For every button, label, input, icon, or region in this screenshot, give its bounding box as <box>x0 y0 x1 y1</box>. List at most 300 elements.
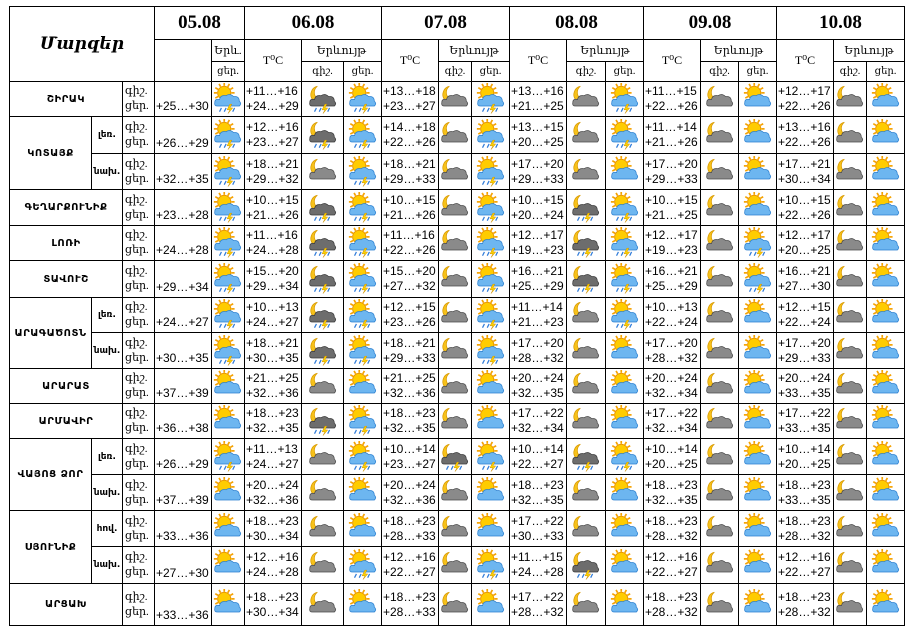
day-weather-icon <box>870 589 902 621</box>
region-name: ԱՐԱԳԱԾՈՏՆ <box>10 298 92 369</box>
day-weather-icon <box>870 405 902 437</box>
temperature-day: +32…+35 <box>246 421 299 435</box>
temperature-day: +24…+28 <box>246 565 299 579</box>
weather-header: Երևույթ <box>439 40 510 62</box>
night-weather-icon <box>302 369 344 404</box>
time-labels <box>123 190 155 226</box>
day-weather-icon <box>870 83 902 115</box>
temperature-range <box>644 369 701 404</box>
night-weather-icon <box>701 226 739 261</box>
night-label: գիշ. <box>125 372 148 384</box>
temperature-range <box>644 298 701 333</box>
temperature-day: +29…+33 <box>511 171 564 186</box>
day-label: ցեր. <box>125 316 149 328</box>
temperature-night: +18…+23 <box>246 589 299 604</box>
day-weather-icon <box>609 549 641 581</box>
night-weather-icon <box>439 119 471 151</box>
time-labels <box>123 298 155 333</box>
day-weather-icon <box>344 511 382 547</box>
temperature-night: +16…+21 <box>778 264 831 278</box>
day-weather-icon <box>606 261 644 298</box>
night-label: գիշ. <box>125 407 148 419</box>
time-labels <box>123 404 155 439</box>
night-weather-icon <box>302 475 344 511</box>
temperature-night: +11…+14 <box>511 300 563 314</box>
night-weather-icon <box>570 227 602 259</box>
temperature-night: +18…+23 <box>383 406 436 420</box>
day-weather-icon <box>742 119 774 151</box>
temperature-range <box>382 475 439 511</box>
temperature-range <box>510 154 567 190</box>
temperature-range <box>245 369 302 404</box>
temperature-night: +18…+23 <box>645 589 698 604</box>
day-label: ցեր. <box>125 100 149 112</box>
day-weather-icon <box>475 549 507 581</box>
temperature-range <box>382 190 439 226</box>
night-weather-icon <box>439 584 472 626</box>
date-header: 08.08 <box>510 7 644 40</box>
weather-icon <box>212 226 245 261</box>
weather-icon <box>212 439 245 475</box>
temperature-day: +22…+26 <box>383 135 436 149</box>
temperature-day: +23…+27 <box>383 99 436 113</box>
day-weather-icon <box>867 511 905 547</box>
day-weather-icon <box>870 263 902 295</box>
temperature-day: +32…+36 <box>383 492 436 507</box>
night-weather-icon <box>307 513 339 545</box>
region-row <box>10 404 905 439</box>
day-weather-icon <box>867 369 905 404</box>
day-weather-icon <box>347 405 379 437</box>
date-header: 07.08 <box>382 7 510 40</box>
date-header: 09.08 <box>644 7 777 40</box>
night-weather-icon <box>307 119 339 151</box>
day-weather-icon <box>472 117 510 154</box>
day-weather-icon <box>475 405 507 437</box>
day-weather-icon <box>870 513 902 545</box>
weather-icon <box>212 261 245 298</box>
temperature-night: +18…+23 <box>511 477 564 492</box>
night-weather-icon <box>302 261 344 298</box>
night-weather-icon <box>307 83 339 115</box>
temperature-range <box>382 226 439 261</box>
day-weather-icon <box>347 477 379 509</box>
temperature-day: +32…+35 <box>383 421 436 435</box>
temperature-night: +10…+15 <box>383 192 436 207</box>
temperature-day: +21…+25 <box>511 99 564 113</box>
temperature-night: +20…+24 <box>511 371 564 385</box>
day-weather-icon <box>472 439 510 475</box>
temperature-night: +10…+13 <box>645 300 698 314</box>
forecast-container <box>9 6 905 626</box>
day-weather-icon <box>870 477 902 509</box>
day-weather-icon <box>739 584 777 626</box>
temperature-night: +17…+22 <box>511 513 564 528</box>
subregion-name: նախ. <box>92 475 123 511</box>
temperature-day: +32…+36 <box>246 386 299 400</box>
temperature-night: +15…+20 <box>383 264 436 278</box>
temperature-range <box>644 439 701 475</box>
night-weather-icon <box>834 511 867 547</box>
temperature-night: +18…+23 <box>645 477 698 492</box>
day-weather-icon <box>870 192 902 224</box>
night-weather-icon <box>701 190 739 226</box>
temperature-night: +12…+15 <box>383 300 436 314</box>
subregion-name: նախ. <box>92 154 123 190</box>
temperature-header: T⁰C <box>245 40 302 82</box>
subregion-name: լեռ. <box>92 117 123 154</box>
day-weather-icon <box>472 404 510 439</box>
temperature-range <box>245 475 302 511</box>
temperature-night: +18…+23 <box>778 513 831 528</box>
temperature-night: +11…+15 <box>645 84 697 98</box>
temperature-range <box>245 584 302 626</box>
temperature-range <box>777 190 834 226</box>
region-row <box>10 439 905 475</box>
night-weather-icon <box>307 549 339 581</box>
day-weather-icon <box>344 117 382 154</box>
temperature-day: +20…+25 <box>778 456 831 471</box>
day-weather-icon <box>344 369 382 404</box>
temperature-day: +30…+34 <box>778 171 831 186</box>
night-weather-icon <box>834 369 867 404</box>
temperature-day: +22…+24 <box>778 315 831 329</box>
day-weather-icon <box>606 226 644 261</box>
temperature-night: +20…+24 <box>778 371 831 385</box>
night-weather-icon <box>834 589 866 621</box>
night-weather-icon <box>570 370 602 402</box>
temperature-range <box>777 584 834 626</box>
day-label: ցեր. <box>125 208 149 221</box>
temperature-day: +33…+35 <box>778 492 831 507</box>
night-weather-icon <box>704 477 736 509</box>
temperature-day: +36…+38 <box>155 404 212 439</box>
weather-icon <box>212 589 244 621</box>
day-weather-icon <box>475 192 507 224</box>
temperature-night: +13…+16 <box>778 120 831 134</box>
day-weather-icon <box>344 82 382 117</box>
day-weather-icon <box>347 513 379 545</box>
night-weather-icon <box>704 589 736 621</box>
night-weather-icon <box>439 263 471 295</box>
time-labels <box>123 547 155 584</box>
day-weather-icon <box>347 192 379 224</box>
temperature-day: +24…+28 <box>155 226 212 261</box>
temperature-night: +10…+15 <box>645 192 698 207</box>
night-weather-icon <box>439 549 471 581</box>
temperature-range <box>777 475 834 511</box>
temperature-night: +12…+16 <box>645 550 698 564</box>
night-weather-icon <box>704 549 736 581</box>
day-weather-icon <box>472 369 510 404</box>
day-weather-icon <box>867 333 905 369</box>
temperature-range <box>777 82 834 117</box>
day-weather-icon <box>867 82 905 117</box>
temperature-range <box>777 333 834 369</box>
day-weather-icon <box>609 335 641 367</box>
temperature-day: +23…+27 <box>246 135 299 149</box>
day-weather-icon <box>472 333 510 369</box>
night-weather-icon <box>439 154 472 190</box>
temperature-range <box>245 117 302 154</box>
temperature-night: +20…+24 <box>645 371 698 385</box>
day-weather-icon <box>606 584 644 626</box>
temperature-day: +28…+32 <box>511 604 564 619</box>
temperature-night: +12…+16 <box>246 120 299 134</box>
night-weather-icon <box>701 511 739 547</box>
night-header: գիշ. <box>834 62 867 82</box>
temperature-range <box>644 333 701 369</box>
day-label: ցեր. <box>125 566 149 578</box>
temperature-range <box>382 154 439 190</box>
day-label: ցեր. <box>125 529 149 542</box>
day-weather-icon <box>344 154 382 190</box>
night-weather-icon <box>834 117 867 154</box>
temperature-day: +32…+36 <box>246 492 299 507</box>
night-weather-icon <box>834 154 867 190</box>
temperature-night: +13…+15 <box>511 120 564 134</box>
day-weather-icon <box>606 82 644 117</box>
night-weather-icon <box>439 439 472 475</box>
day-weather-icon <box>475 263 507 295</box>
weather-icon <box>212 156 244 188</box>
temperature-day: +30…+34 <box>246 604 299 619</box>
day-weather-icon <box>739 369 777 404</box>
night-weather-icon <box>302 333 344 369</box>
temperature-range <box>510 82 567 117</box>
weather-icon <box>212 119 244 151</box>
night-weather-icon <box>567 117 606 154</box>
night-weather-icon <box>834 439 867 475</box>
night-label: գիշ. <box>125 442 148 455</box>
temperature-day: +33…+35 <box>778 386 831 400</box>
night-weather-icon <box>439 117 472 154</box>
night-weather-icon <box>302 154 344 190</box>
weather-icon <box>212 511 245 547</box>
temperature-range <box>382 511 439 547</box>
day-weather-icon <box>472 154 510 190</box>
temperature-day: +22…+26 <box>778 99 831 113</box>
region-row <box>10 117 905 154</box>
day-weather-icon <box>609 513 641 545</box>
day-weather-icon <box>472 547 510 584</box>
night-weather-icon <box>704 263 736 295</box>
weather-header: Երևույթ <box>567 40 644 62</box>
weather-icon <box>212 333 245 369</box>
night-label: գիշ. <box>125 265 148 277</box>
region-row <box>10 511 905 547</box>
day-weather-icon <box>347 441 379 473</box>
temperature-day: +22…+27 <box>778 565 831 579</box>
temperature-day: +33…+36 <box>155 584 212 626</box>
day-weather-icon <box>344 475 382 511</box>
day-weather-icon <box>606 154 644 190</box>
temperature-day: +23…+28 <box>155 190 212 226</box>
temperature-range <box>245 298 302 333</box>
temperature-day: +25…+29 <box>511 279 564 293</box>
night-weather-icon <box>439 370 471 402</box>
night-weather-icon <box>570 156 602 188</box>
day-weather-icon <box>347 263 379 295</box>
day-weather-icon <box>475 227 507 259</box>
night-weather-icon <box>701 154 739 190</box>
weather-icon <box>212 83 244 115</box>
day-weather-icon <box>609 192 641 224</box>
temperature-day: +20…+25 <box>645 456 698 471</box>
empty-header-cell <box>155 40 212 82</box>
night-weather-icon <box>834 513 866 545</box>
night-header: գիշ. <box>701 62 739 82</box>
night-weather-icon <box>439 298 472 333</box>
temperature-range <box>777 154 834 190</box>
night-weather-icon <box>570 513 602 545</box>
weather-header: Երև. <box>212 40 245 62</box>
temperature-day: +33…+36 <box>155 511 212 547</box>
region-name: ԼՈՌԻ <box>10 226 123 261</box>
day-weather-icon <box>739 190 777 226</box>
day-weather-icon <box>739 475 777 511</box>
temperature-range <box>510 261 567 298</box>
weather-icon <box>212 404 245 439</box>
day-weather-icon <box>344 190 382 226</box>
day-weather-icon <box>606 369 644 404</box>
night-label: գիշ. <box>125 478 148 491</box>
weather-icon <box>212 475 245 511</box>
temperature-night: +12…+17 <box>778 228 831 242</box>
day-weather-icon <box>739 439 777 475</box>
day-weather-icon <box>609 405 641 437</box>
region-row <box>10 369 905 404</box>
day-label: ցեր. <box>125 280 149 292</box>
day-weather-icon <box>609 263 641 295</box>
day-header: ցեր. <box>212 62 245 82</box>
temperature-range <box>644 190 701 226</box>
day-weather-icon <box>739 261 777 298</box>
temperature-range <box>777 439 834 475</box>
night-weather-icon <box>834 584 867 626</box>
night-weather-icon <box>570 83 602 115</box>
temperature-range <box>777 547 834 584</box>
night-weather-icon <box>439 477 471 509</box>
weather-icon <box>212 117 245 154</box>
forecast-table <box>9 6 905 626</box>
temperature-range <box>245 547 302 584</box>
night-weather-icon <box>834 370 866 402</box>
temperature-range <box>510 404 567 439</box>
temperature-day: +26…+29 <box>155 117 212 154</box>
night-label: գիշ. <box>125 157 148 170</box>
time-labels <box>123 369 155 404</box>
day-label: ցեր. <box>125 387 149 399</box>
day-weather-icon <box>475 513 507 545</box>
temperature-night: +17…+22 <box>511 406 564 420</box>
temperature-day: +33…+35 <box>778 421 831 435</box>
temperature-range <box>510 511 567 547</box>
night-weather-icon <box>701 404 739 439</box>
night-weather-icon <box>439 547 472 584</box>
temperature-night: +10…+14 <box>778 441 831 456</box>
region-row <box>10 475 905 511</box>
temperature-night: +15…+20 <box>246 264 299 278</box>
night-weather-icon <box>307 477 339 509</box>
night-weather-icon <box>439 405 471 437</box>
temperature-day: +30…+33 <box>511 528 564 543</box>
temperature-day: +21…+26 <box>645 135 698 149</box>
temperature-day: +32…+34 <box>511 421 564 435</box>
day-weather-icon <box>347 335 379 367</box>
day-weather-icon <box>870 441 902 473</box>
temperature-day: +30…+35 <box>155 333 212 369</box>
day-weather-icon <box>344 226 382 261</box>
temperature-range <box>644 117 701 154</box>
night-weather-icon <box>307 192 339 224</box>
night-header: գիշ. <box>439 62 472 82</box>
night-weather-icon <box>834 298 867 333</box>
day-weather-icon <box>870 119 902 151</box>
day-weather-icon <box>606 547 644 584</box>
temperature-day: +28…+32 <box>645 528 698 543</box>
temperature-day: +32…+35 <box>155 154 212 190</box>
regions-header: Մարզեր <box>10 7 155 82</box>
temperature-range <box>382 439 439 475</box>
region-name: ՇԻՐԱԿ <box>10 82 123 117</box>
temperature-night: +17…+20 <box>645 335 698 350</box>
temperature-night: +18…+23 <box>778 477 831 492</box>
day-weather-icon <box>739 511 777 547</box>
temperature-night: +11…+16 <box>383 228 435 242</box>
day-weather-icon <box>606 511 644 547</box>
temperature-day: +22…+26 <box>778 135 831 149</box>
night-weather-icon <box>439 333 472 369</box>
day-weather-icon <box>867 190 905 226</box>
temperature-range <box>777 404 834 439</box>
day-weather-icon <box>347 299 379 331</box>
night-label: գիշ. <box>125 514 148 527</box>
temperature-range <box>510 333 567 369</box>
night-weather-icon <box>701 298 739 333</box>
temperature-day: +29…+32 <box>246 171 299 186</box>
temperature-night: +17…+20 <box>511 156 564 171</box>
weather-icon <box>212 369 245 404</box>
night-weather-icon <box>307 335 339 367</box>
day-weather-icon <box>609 227 641 259</box>
day-weather-icon <box>609 441 641 473</box>
day-weather-icon <box>472 82 510 117</box>
temperature-night: +18…+23 <box>246 513 299 528</box>
day-weather-icon <box>347 227 379 259</box>
temperature-range <box>245 261 302 298</box>
night-weather-icon <box>439 156 471 188</box>
day-weather-icon <box>870 156 902 188</box>
subregion-name: լեռ. <box>92 439 123 475</box>
temperature-night: +17…+21 <box>778 156 831 171</box>
day-weather-icon <box>739 547 777 584</box>
night-weather-icon <box>834 119 866 151</box>
night-weather-icon <box>567 190 606 226</box>
temperature-range <box>510 584 567 626</box>
day-weather-icon <box>344 404 382 439</box>
day-weather-icon <box>475 119 507 151</box>
temperature-night: +12…+16 <box>246 550 299 564</box>
region-name: ԱՐԱՐԱՏ <box>10 369 123 404</box>
night-weather-icon <box>701 547 739 584</box>
day-weather-icon <box>742 513 774 545</box>
day-weather-icon <box>867 404 905 439</box>
temperature-range <box>382 547 439 584</box>
temperature-range <box>644 584 701 626</box>
day-weather-icon <box>609 156 641 188</box>
day-weather-icon <box>609 299 641 331</box>
